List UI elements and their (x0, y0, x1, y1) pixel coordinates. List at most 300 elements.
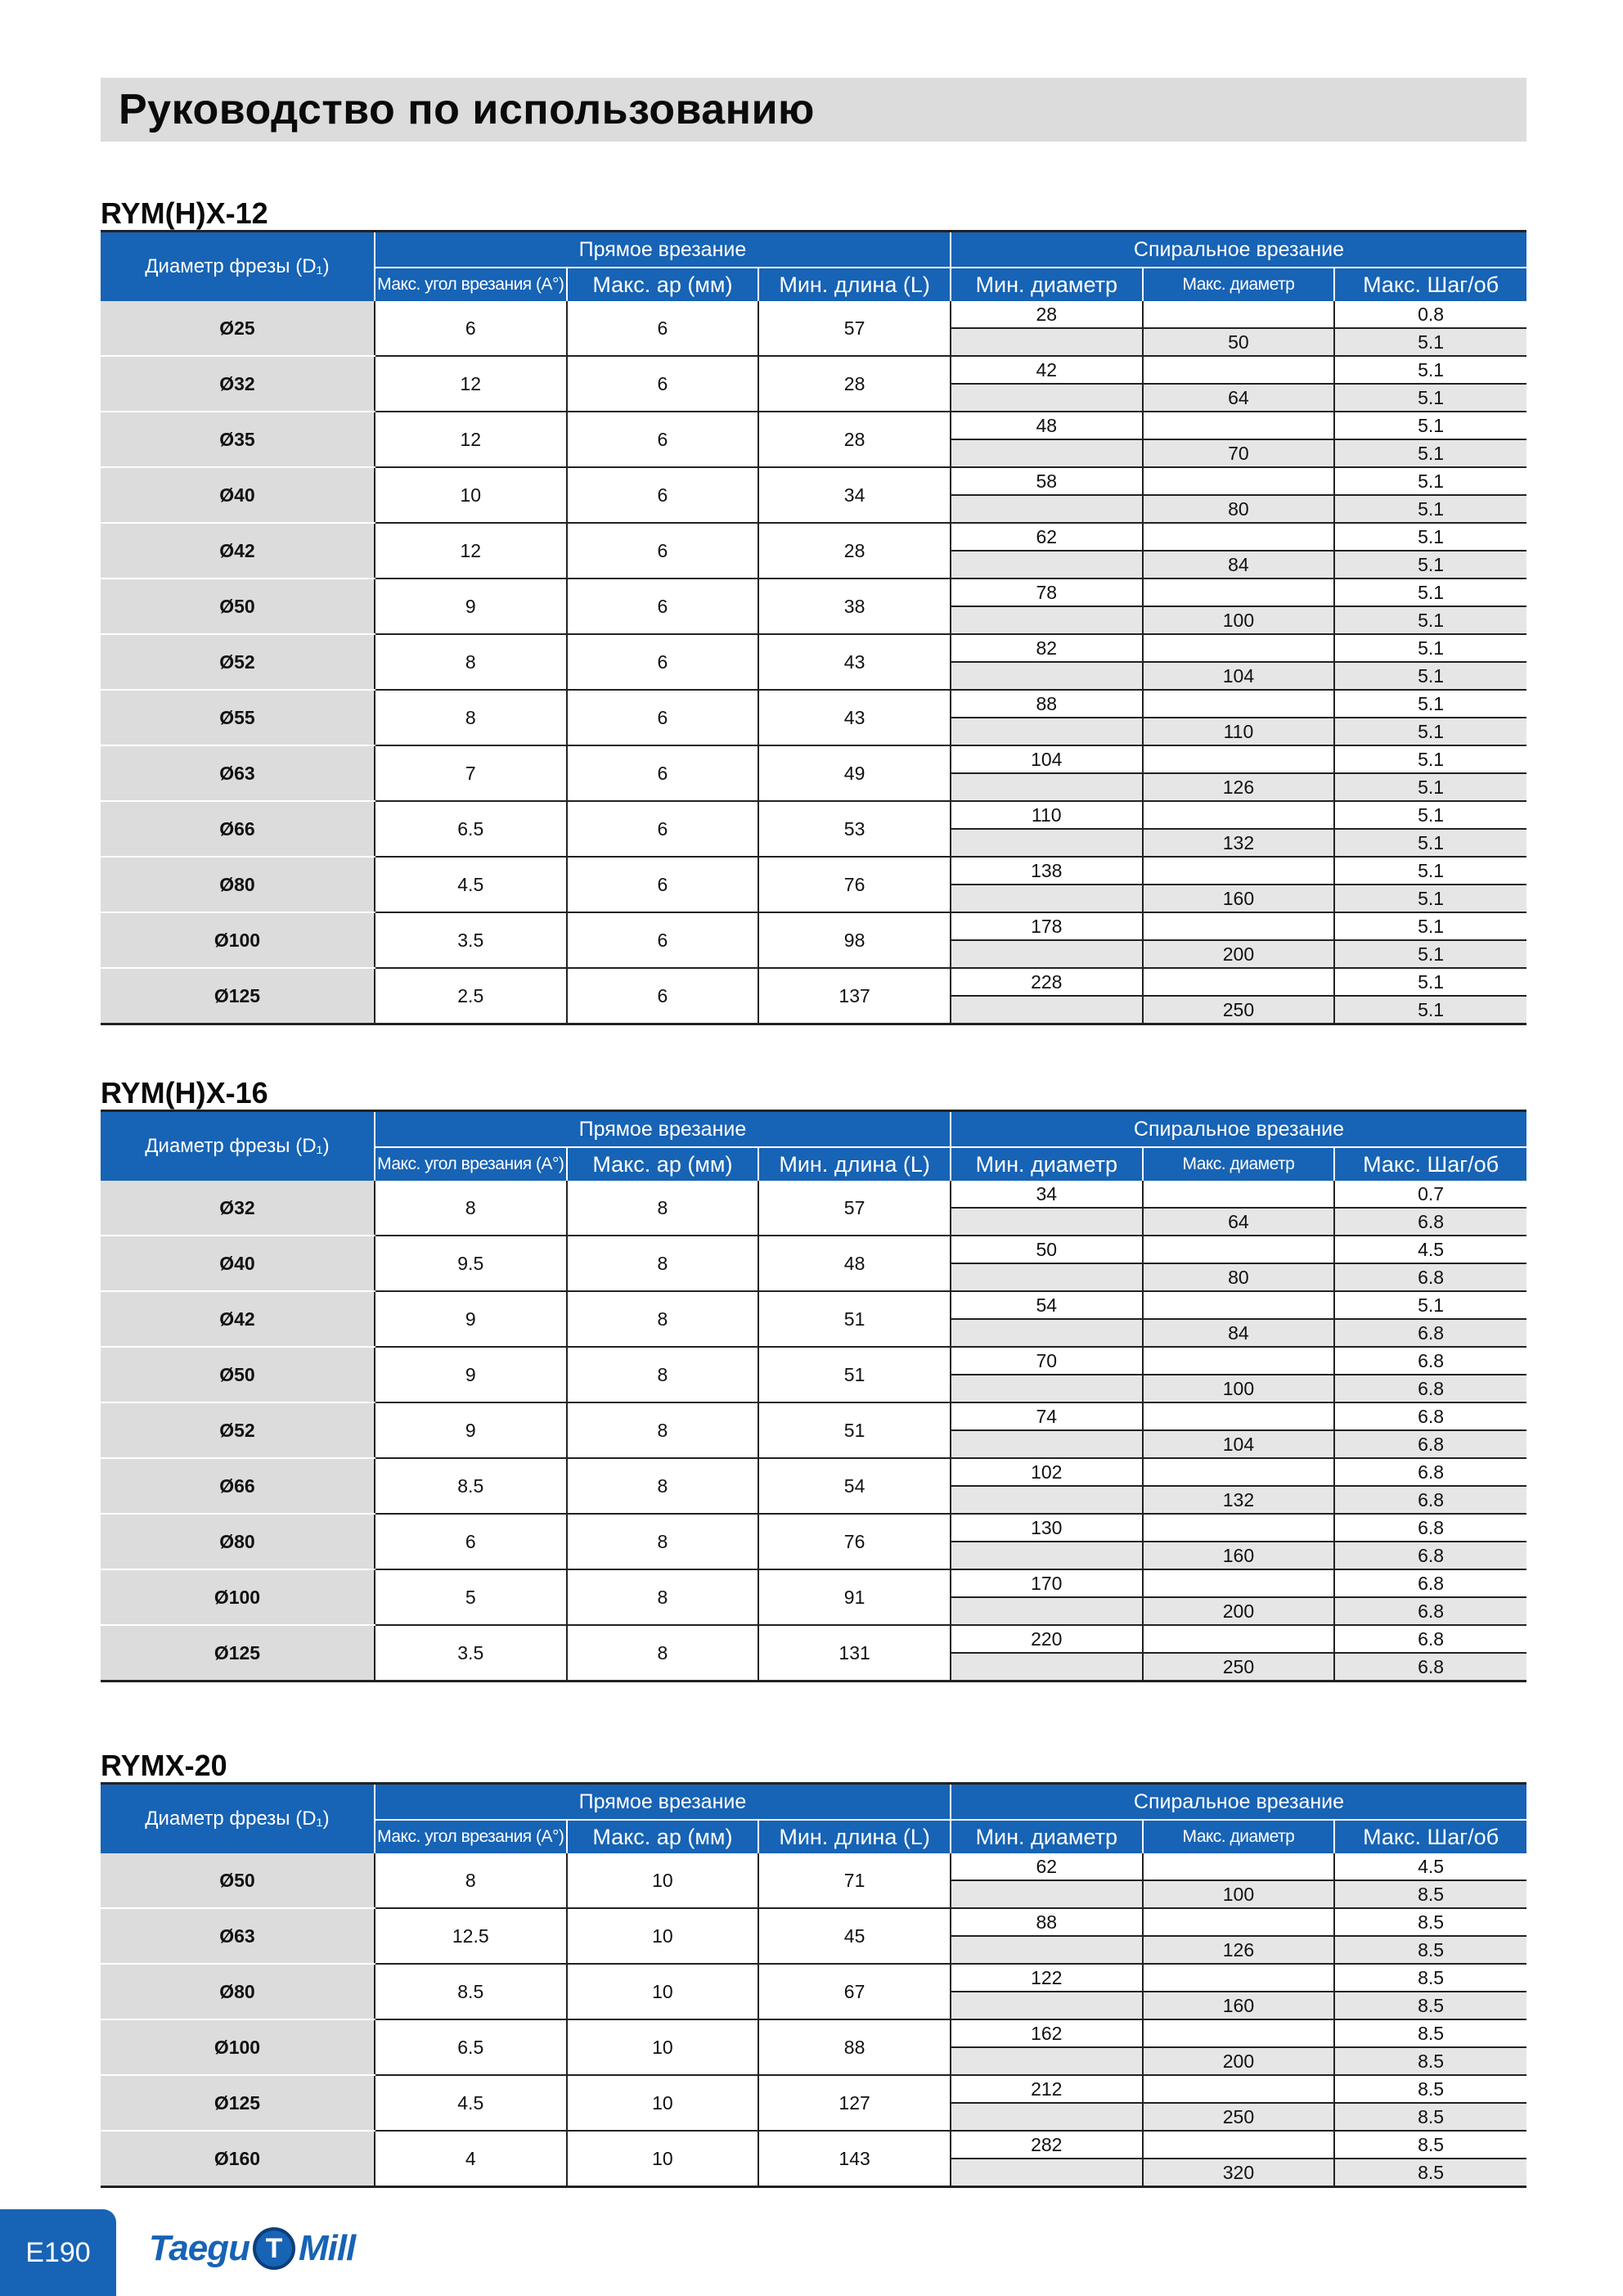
cell-max-diameter: 84 (1143, 551, 1335, 579)
cell-pitch-upper: 5.1 (1334, 1291, 1526, 1319)
table-row (101, 1625, 1526, 1653)
cell-diameter: Ø125 (101, 1625, 375, 1681)
cell-pitch-lower: 5.1 (1334, 829, 1526, 857)
table-row (101, 1347, 1526, 1375)
table-row (101, 412, 1526, 439)
header-straight-group: Прямое врезание (375, 232, 951, 268)
cell-pitch-lower: 5.1 (1334, 940, 1526, 968)
cell-pitch-upper: 8.5 (1334, 1964, 1526, 1992)
cell-max-ap: 8 (567, 1625, 759, 1681)
cell-pitch-upper: 5.1 (1334, 690, 1526, 718)
cell-max-angle: 8 (375, 690, 567, 745)
cell-min-length: 127 (758, 2075, 951, 2131)
cell-pitch-upper: 5.1 (1334, 857, 1526, 885)
cell-min-diameter: 62 (951, 523, 1143, 551)
cell-spacer (951, 1430, 1143, 1458)
cell-pitch-lower: 6.8 (1334, 1597, 1526, 1625)
cell-max-ap: 10 (567, 1853, 759, 1908)
cell-spacer (1143, 690, 1335, 718)
table-row (101, 1964, 1526, 1992)
cell-max-angle: 3.5 (375, 1625, 567, 1681)
cell-max-diameter: 100 (1143, 606, 1335, 634)
cell-spacer (1143, 301, 1335, 328)
cell-min-diameter: 82 (951, 634, 1143, 662)
cell-spacer (1143, 968, 1335, 996)
cell-spacer (951, 384, 1143, 412)
cell-min-diameter: 62 (951, 1853, 1143, 1880)
cell-pitch-upper: 5.1 (1334, 745, 1526, 773)
cell-min-diameter: 104 (951, 745, 1143, 773)
cell-max-diameter: 110 (1143, 718, 1335, 745)
cell-max-angle: 4.5 (375, 857, 567, 912)
header-row (101, 1785, 1526, 1820)
table-row (101, 690, 1526, 718)
cell-max-angle: 6 (375, 1514, 567, 1569)
cell-diameter: Ø80 (101, 1964, 375, 2019)
cell-min-length: 45 (758, 1908, 951, 1964)
table-row (101, 1569, 1526, 1597)
cell-diameter: Ø100 (101, 1569, 375, 1625)
cell-pitch-lower: 6.8 (1334, 1486, 1526, 1514)
table-row (101, 523, 1526, 551)
cell-max-angle: 9 (375, 1402, 567, 1458)
cell-pitch-lower: 5.1 (1334, 718, 1526, 745)
cell-spacer (1143, 912, 1335, 940)
cell-spacer (951, 940, 1143, 968)
cell-min-diameter: 130 (951, 1514, 1143, 1542)
cell-diameter: Ø125 (101, 968, 375, 1024)
cell-min-length: 48 (758, 1236, 951, 1291)
cell-max-diameter: 104 (1143, 1430, 1335, 1458)
cell-max-ap: 6 (567, 690, 759, 745)
cell-max-angle: 4 (375, 2131, 567, 2187)
cell-max-angle: 2.5 (375, 968, 567, 1024)
header-min-diameter: Мин. диаметр (951, 268, 1143, 301)
cell-spacer (951, 1936, 1143, 1964)
header-min-diameter: Мин. диаметр (951, 1820, 1143, 1853)
cell-max-ap: 6 (567, 467, 759, 523)
header-max-ap: Макс. ap (мм) (567, 1820, 759, 1853)
table-row (101, 579, 1526, 606)
cell-min-length: 57 (758, 301, 951, 356)
cell-diameter: Ø32 (101, 1181, 375, 1236)
cell-pitch-upper: 6.8 (1334, 1402, 1526, 1430)
cell-spacer (951, 1375, 1143, 1402)
header-max-pitch: Макс. Шаг/об (1334, 1820, 1526, 1853)
cell-max-angle: 8 (375, 1853, 567, 1908)
cell-diameter: Ø63 (101, 745, 375, 801)
cell-max-angle: 5 (375, 1569, 567, 1625)
cell-min-diameter: 88 (951, 690, 1143, 718)
cell-diameter: Ø100 (101, 912, 375, 968)
cell-min-length: 98 (758, 912, 951, 968)
header-max-ap: Макс. ap (мм) (567, 1147, 759, 1181)
cell-max-angle: 8 (375, 1181, 567, 1236)
cell-min-diameter: 110 (951, 801, 1143, 829)
cell-min-diameter: 282 (951, 2131, 1143, 2159)
cell-pitch-lower: 8.5 (1334, 1992, 1526, 2019)
cell-max-diameter: 64 (1143, 384, 1335, 412)
page-number: E190 (25, 2236, 91, 2268)
table-row (101, 745, 1526, 773)
cell-spacer (951, 2047, 1143, 2075)
cell-spacer (951, 1992, 1143, 2019)
cell-max-diameter: 50 (1143, 328, 1335, 356)
cell-max-ap: 6 (567, 968, 759, 1024)
cell-pitch-lower: 5.1 (1334, 773, 1526, 801)
cell-max-diameter: 100 (1143, 1880, 1335, 1908)
table-row (101, 968, 1526, 996)
header-min-length: Мин. длина (L) (758, 268, 951, 301)
cell-max-angle: 12 (375, 356, 567, 412)
table-row (101, 301, 1526, 328)
cell-diameter: Ø80 (101, 1514, 375, 1569)
cell-max-ap: 6 (567, 745, 759, 801)
table-row (101, 857, 1526, 885)
cell-max-diameter: 250 (1143, 2103, 1335, 2131)
cell-min-length: 88 (758, 2019, 951, 2075)
cell-pitch-upper: 6.8 (1334, 1569, 1526, 1597)
cell-max-diameter: 132 (1143, 1486, 1335, 1514)
cell-max-ap: 6 (567, 579, 759, 634)
cell-diameter: Ø52 (101, 634, 375, 690)
header-max-diameter: Макс. диаметр (1143, 268, 1335, 301)
header-diameter: Диаметр фрезы (D₁) (101, 1112, 375, 1181)
cell-min-diameter: 54 (951, 1291, 1143, 1319)
cell-min-length: 137 (758, 968, 951, 1024)
cell-min-diameter: 34 (951, 1181, 1143, 1208)
cell-pitch-lower: 8.5 (1334, 2047, 1526, 2075)
cell-pitch-upper: 5.1 (1334, 634, 1526, 662)
cell-spacer (1143, 412, 1335, 439)
cell-spacer (1143, 1514, 1335, 1542)
cell-max-diameter: 160 (1143, 1542, 1335, 1569)
header-min-length: Мин. длина (L) (758, 1147, 951, 1181)
cell-diameter: Ø40 (101, 1236, 375, 1291)
cell-max-angle: 8 (375, 634, 567, 690)
cell-min-diameter: 138 (951, 857, 1143, 885)
cell-diameter: Ø50 (101, 1347, 375, 1402)
cell-spacer (1143, 2019, 1335, 2047)
cell-max-ap: 10 (567, 2075, 759, 2131)
cell-max-angle: 8.5 (375, 1964, 567, 2019)
cell-pitch-upper: 5.1 (1334, 467, 1526, 495)
brand-word-left: Taegu (149, 2228, 250, 2268)
header-max-ap: Макс. ap (мм) (567, 268, 759, 301)
table-row (101, 1514, 1526, 1542)
cell-diameter: Ø42 (101, 1291, 375, 1347)
cell-pitch-upper: 0.8 (1334, 301, 1526, 328)
cell-spacer (1143, 2131, 1335, 2159)
cell-spacer (951, 1597, 1143, 1625)
header-diameter: Диаметр фрезы (D₁) (101, 1785, 375, 1853)
cell-diameter: Ø125 (101, 2075, 375, 2131)
cell-max-angle: 3.5 (375, 912, 567, 968)
cell-max-angle: 9 (375, 1347, 567, 1402)
table-row (101, 634, 1526, 662)
cell-spacer (1143, 356, 1335, 384)
cell-max-ap: 6 (567, 801, 759, 857)
cell-spacer (1143, 1569, 1335, 1597)
cell-max-diameter: 64 (1143, 1208, 1335, 1236)
cell-max-ap: 10 (567, 2019, 759, 2075)
cell-pitch-lower: 5.1 (1334, 996, 1526, 1024)
header-row (101, 1112, 1526, 1147)
cell-max-ap: 8 (567, 1458, 759, 1514)
cell-min-diameter: 42 (951, 356, 1143, 384)
header-max-pitch: Макс. Шаг/об (1334, 268, 1526, 301)
header-straight-group: Прямое врезание (375, 1112, 951, 1147)
cell-diameter: Ø32 (101, 356, 375, 412)
cell-min-length: 67 (758, 1964, 951, 2019)
cell-max-diameter: 200 (1143, 1597, 1335, 1625)
cell-spacer (951, 662, 1143, 690)
cell-pitch-lower: 5.1 (1334, 606, 1526, 634)
cell-max-diameter: 250 (1143, 1653, 1335, 1681)
cell-spacer (1143, 857, 1335, 885)
cell-diameter: Ø50 (101, 1853, 375, 1908)
spec-table (101, 232, 1526, 1025)
header-spiral-group: Спиральное врезание (951, 1112, 1526, 1147)
spec-section (101, 1077, 1526, 1682)
cell-max-angle: 9 (375, 579, 567, 634)
cell-min-length: 28 (758, 356, 951, 412)
header-max-diameter: Макс. диаметр (1143, 1820, 1335, 1853)
section-title: RYM(H)X-12 (101, 197, 1526, 232)
cell-max-diameter: 80 (1143, 1263, 1335, 1291)
table-row (101, 1458, 1526, 1486)
cell-min-diameter: 70 (951, 1347, 1143, 1375)
cell-diameter: Ø25 (101, 301, 375, 356)
table-row (101, 801, 1526, 829)
cell-pitch-upper: 6.8 (1334, 1347, 1526, 1375)
cell-min-length: 43 (758, 690, 951, 745)
cell-max-ap: 8 (567, 1402, 759, 1458)
brand-logo (149, 2222, 355, 2275)
cell-min-length: 38 (758, 579, 951, 634)
cell-pitch-upper: 5.1 (1334, 579, 1526, 606)
cell-max-diameter: 104 (1143, 662, 1335, 690)
cell-max-angle: 6.5 (375, 801, 567, 857)
cell-min-diameter: 48 (951, 412, 1143, 439)
cell-max-diameter: 126 (1143, 1936, 1335, 1964)
cell-spacer (951, 551, 1143, 579)
page-title-bar (101, 78, 1526, 142)
cell-spacer (951, 1208, 1143, 1236)
cell-spacer (951, 1319, 1143, 1347)
cell-pitch-upper: 5.1 (1334, 356, 1526, 384)
cell-pitch-lower: 5.1 (1334, 885, 1526, 912)
cell-min-diameter: 162 (951, 2019, 1143, 2047)
cell-spacer (951, 1880, 1143, 1908)
cell-min-length: 51 (758, 1402, 951, 1458)
table-row (101, 1291, 1526, 1319)
cell-pitch-upper: 8.5 (1334, 2075, 1526, 2103)
cell-spacer (951, 1653, 1143, 1681)
cell-min-length: 28 (758, 412, 951, 467)
cell-min-length: 76 (758, 1514, 951, 1569)
cell-spacer (951, 1486, 1143, 1514)
cell-pitch-lower: 6.8 (1334, 1653, 1526, 1681)
cell-pitch-upper: 4.5 (1334, 1236, 1526, 1263)
cell-spacer (951, 2103, 1143, 2131)
cell-spacer (1143, 2075, 1335, 2103)
table-row (101, 1853, 1526, 1880)
cell-max-ap: 10 (567, 1964, 759, 2019)
cell-pitch-upper: 5.1 (1334, 968, 1526, 996)
cell-pitch-lower: 8.5 (1334, 2103, 1526, 2131)
cell-pitch-lower: 8.5 (1334, 2159, 1526, 2187)
cell-spacer (1143, 1347, 1335, 1375)
cell-pitch-upper: 5.1 (1334, 912, 1526, 940)
cell-min-diameter: 220 (951, 1625, 1143, 1653)
cell-max-angle: 6 (375, 301, 567, 356)
cell-pitch-lower: 5.1 (1334, 384, 1526, 412)
cell-pitch-lower: 6.8 (1334, 1208, 1526, 1236)
cell-pitch-lower: 5.1 (1334, 439, 1526, 467)
cell-max-ap: 6 (567, 634, 759, 690)
cell-pitch-upper: 5.1 (1334, 801, 1526, 829)
cell-spacer (1143, 801, 1335, 829)
cell-min-length: 51 (758, 1347, 951, 1402)
table-row (101, 1402, 1526, 1430)
cell-spacer (951, 996, 1143, 1024)
cell-min-length: 76 (758, 857, 951, 912)
brand-emblem-icon (253, 2227, 295, 2270)
cell-pitch-lower: 6.8 (1334, 1542, 1526, 1569)
cell-max-diameter: 250 (1143, 996, 1335, 1024)
cell-min-diameter: 28 (951, 301, 1143, 328)
cell-max-angle: 8.5 (375, 1458, 567, 1514)
cell-min-length: 43 (758, 634, 951, 690)
header-max-angle: Макс. угол врезания (A°) (375, 268, 567, 301)
cell-pitch-upper: 4.5 (1334, 1853, 1526, 1880)
cell-spacer (951, 885, 1143, 912)
cell-max-ap: 6 (567, 412, 759, 467)
header-min-diameter: Мин. диаметр (951, 1147, 1143, 1181)
cell-min-length: 131 (758, 1625, 951, 1681)
cell-max-ap: 8 (567, 1347, 759, 1402)
cell-spacer (951, 718, 1143, 745)
cell-pitch-lower: 6.8 (1334, 1375, 1526, 1402)
cell-max-angle: 9 (375, 1291, 567, 1347)
cell-spacer (951, 328, 1143, 356)
table-row (101, 467, 1526, 495)
cell-max-angle: 10 (375, 467, 567, 523)
cell-spacer (951, 606, 1143, 634)
table-row (101, 2019, 1526, 2047)
cell-max-diameter: 132 (1143, 829, 1335, 857)
cell-max-angle: 12 (375, 412, 567, 467)
cell-diameter: Ø42 (101, 523, 375, 579)
cell-pitch-upper: 0.7 (1334, 1181, 1526, 1208)
cell-min-diameter: 228 (951, 968, 1143, 996)
header-spiral-group: Спиральное врезание (951, 232, 1526, 268)
cell-pitch-lower: 5.1 (1334, 495, 1526, 523)
cell-max-diameter: 126 (1143, 773, 1335, 801)
cell-spacer (951, 829, 1143, 857)
page-number-tab (0, 2209, 116, 2296)
cell-max-ap: 6 (567, 912, 759, 968)
cell-min-length: 51 (758, 1291, 951, 1347)
cell-min-diameter: 178 (951, 912, 1143, 940)
cell-max-ap: 8 (567, 1236, 759, 1291)
cell-max-ap: 10 (567, 1908, 759, 1964)
cell-min-length: 71 (758, 1853, 951, 1908)
cell-pitch-lower: 8.5 (1334, 1936, 1526, 1964)
cell-max-diameter: 70 (1143, 439, 1335, 467)
table-row (101, 2075, 1526, 2103)
cell-spacer (1143, 1908, 1335, 1936)
cell-min-length: 53 (758, 801, 951, 857)
cell-max-angle: 9.5 (375, 1236, 567, 1291)
cell-spacer (1143, 1458, 1335, 1486)
brand-word-right: Mill (298, 2228, 356, 2268)
cell-max-ap: 8 (567, 1291, 759, 1347)
cell-spacer (1143, 1625, 1335, 1653)
spec-section (101, 1749, 1526, 2188)
cell-diameter: Ø66 (101, 801, 375, 857)
cell-pitch-upper: 5.1 (1334, 523, 1526, 551)
cell-diameter: Ø40 (101, 467, 375, 523)
cell-pitch-lower: 6.8 (1334, 1430, 1526, 1458)
cell-max-ap: 6 (567, 356, 759, 412)
table-row (101, 1236, 1526, 1263)
cell-max-diameter: 320 (1143, 2159, 1335, 2187)
cell-diameter: Ø100 (101, 2019, 375, 2075)
cell-max-ap: 8 (567, 1181, 759, 1236)
cell-min-diameter: 50 (951, 1236, 1143, 1263)
cell-min-diameter: 102 (951, 1458, 1143, 1486)
table-row (101, 912, 1526, 940)
cell-max-diameter: 200 (1143, 940, 1335, 968)
header-max-diameter: Макс. диаметр (1143, 1147, 1335, 1181)
cell-min-diameter: 74 (951, 1402, 1143, 1430)
header-spiral-group: Спиральное врезание (951, 1785, 1526, 1820)
cell-min-length: 91 (758, 1569, 951, 1625)
cell-min-length: 143 (758, 2131, 951, 2187)
cell-diameter: Ø55 (101, 690, 375, 745)
table-row (101, 1181, 1526, 1208)
cell-pitch-upper: 8.5 (1334, 2019, 1526, 2047)
cell-min-length: 57 (758, 1181, 951, 1236)
cell-pitch-upper: 6.8 (1334, 1458, 1526, 1486)
table-row (101, 1908, 1526, 1936)
cell-pitch-lower: 5.1 (1334, 328, 1526, 356)
cell-max-diameter: 160 (1143, 1992, 1335, 2019)
section-title: RYM(H)X-16 (101, 1077, 1526, 1112)
cell-diameter: Ø35 (101, 412, 375, 467)
cell-diameter: Ø50 (101, 579, 375, 634)
cell-spacer (1143, 634, 1335, 662)
cell-pitch-upper: 8.5 (1334, 1908, 1526, 1936)
cell-spacer (1143, 1853, 1335, 1880)
section-title: RYMX-20 (101, 1749, 1526, 1785)
cell-spacer (1143, 1236, 1335, 1263)
header-min-length: Мин. длина (L) (758, 1820, 951, 1853)
cell-min-length: 49 (758, 745, 951, 801)
cell-max-ap: 10 (567, 2131, 759, 2187)
header-max-angle: Макс. угол врезания (A°) (375, 1147, 567, 1181)
cell-min-diameter: 78 (951, 579, 1143, 606)
cell-spacer (951, 773, 1143, 801)
header-row (101, 232, 1526, 268)
cell-spacer (1143, 523, 1335, 551)
cell-max-ap: 6 (567, 523, 759, 579)
cell-pitch-upper: 6.8 (1334, 1514, 1526, 1542)
cell-min-diameter: 122 (951, 1964, 1143, 1992)
cell-min-diameter: 58 (951, 467, 1143, 495)
